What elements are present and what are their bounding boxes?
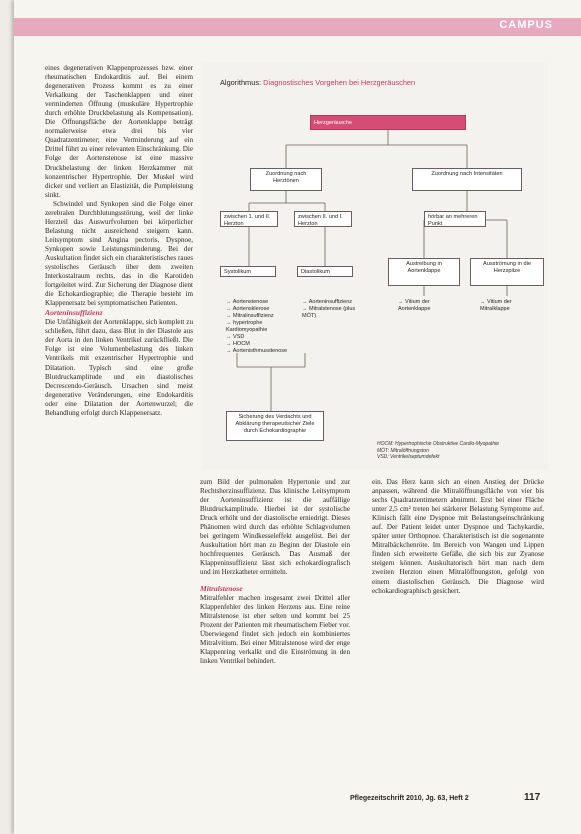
list-item: → Mitralinsuffizienz bbox=[226, 313, 274, 319]
algorithm-heading: Diagnostisches Vorgehen bei Herzgeräuschen bbox=[263, 78, 416, 87]
node-diastolic: Diastolikum bbox=[297, 266, 353, 277]
list-item: → Aorteninsuffizienz bbox=[302, 299, 353, 305]
paragraph: Die Unfähigkeit der Aortenklappe, sich komplett zu schließen, führt dazu, dass Blut in der Diastole aus der Aorta in den linken Ventrikel zurückfließt. Die Folge ist eine Volumenbelastung des linken Ventrikels mit exzentrischer Hypertrophie und Dilatation. Typisch sind eine große Blutdruckamplitude und ein diastolisches Decrescendo-Geräusch. Ursachen sind meist degenerative Veränderungen, eine Endokarditis oder eine Dilatation der Aortenwurzel; die Behandlung erfolgt durch Klappenersatz. bbox=[45, 318, 193, 417]
algorithm-box bbox=[202, 63, 548, 470]
abbreviation-legend bbox=[377, 441, 542, 461]
legend-item: HOCM: Hypertrophische Obstruktive Cardio-Myopathie bbox=[377, 441, 499, 447]
diastolic-causes-list bbox=[302, 299, 362, 320]
list-item: → Aortensklerose bbox=[226, 306, 270, 312]
node-by-intensity: Zuordnung nach Intensitäten bbox=[412, 168, 522, 191]
list-item: → Mitralstenose (plus MÖT) bbox=[302, 306, 356, 319]
paragraph: Schwindel und Synkopen sind die Folge einer zerebralen Durchblutungsstörung, weil der linke Herzteil das Auswurfvolumen bei körperlicher Belastung nicht ausreichend steigern kann. Leitsymptom sind Angina pectoris, Dyspnoe, Synkopen sowie Leistungsminderung. Bei der Auskultation findet sich ein charakteristisches raues systolisches Geräusch über dem zweiten Interkostalraum rechts, das in die Karotiden fortgeleitet wird. Zur Sicherung der Diagnose dient die Echokardiographie; die Therapie besteht im Klappenersatz bei symptomatischen Patienten. bbox=[45, 199, 193, 308]
algorithm-label: Algorithmus: bbox=[220, 78, 262, 87]
node-between-2nd-1st: zwischen II. und I. Herzton bbox=[294, 211, 352, 227]
aortic-causes-list bbox=[398, 299, 462, 313]
text-column-3 bbox=[372, 478, 544, 596]
list-item: → Vitium der Mitralklappe bbox=[480, 299, 512, 312]
node-systolic: Systolikum bbox=[220, 266, 276, 277]
node-echocardiography: Sicherung des Verdachts und Abklärung therapeutischer Ziele durch Echokardiographie bbox=[226, 411, 324, 441]
paragraph: zum Bild der pulmonalen Hypertonie und zur Rechtsherzinsuffizienz. Das klinische Leitsymptom der Aorteninsuffizienz ist die auffällige Blutdruckamplitude. Hierbei ist der systolische Druck erhöht und der diastolische erniedrigt. Dieses Phänomen wird durch das erhöhte Schlagvolumen bei geringem Windkesseleffekt ausgelöst. Bei der Auskultation hört man zu Beginn der Diastole ein hochfrequentes Geräusch. Das Ausmaß der Klappeninsuffizienz lässt sich echokardiografisch und im Herzkatheter ermitteln. bbox=[200, 478, 350, 577]
mitral-causes-list bbox=[480, 299, 542, 313]
text-column-1 bbox=[45, 64, 193, 418]
paragraph: Mitralfehler machen insgesamt zwei Drittel aller Klappenfehler des linken Herzens aus. Eine reine Mitralstenose ist eher selten und kommt bei 25 Prozent der Patienten mit rheumatischem Fieber vor. Überwiegend findet sich jedoch ein kombiniertes Mitralvitium. Bei einer Mitralstenose wird der enge Klappenring verkalkt und die Einströmung in den linken Ventrikel behindert. bbox=[200, 593, 350, 665]
node-between-1st-2nd: zwischen 1. und II. Herzton bbox=[220, 211, 278, 227]
section-label: CAMPUS bbox=[499, 19, 553, 31]
legend-item: MÖT: Mitralöffnungston bbox=[377, 447, 429, 454]
list-item: → Aortenisthmusstenose bbox=[226, 348, 288, 354]
page-number: 117 bbox=[524, 792, 541, 803]
list-item: → Aortenstenose bbox=[226, 299, 269, 305]
node-by-heart-sounds: Zuordnung nach Herztönen bbox=[250, 168, 322, 191]
paragraph: eines degenerativen Klappenprozesses bzw. einer rheumatischen Endokarditis auf. Bei einem degenerativen Prozess kommt es zu einer Verkalkung der Taschenklappen und einer verminderten Öffnung (muskuläre Hypertrophie durch erhöhte Druckbelastung als Kompensation). Die Öffnungsfläche der Aortenklappe beträgt normalerweise etwa drei bis vier Quadratzentimeter; eine Verminderung auf ein Drittel führt zu einer relevanten Einschränkung. Die Folge der Aortenstenose ist eine massive Druckbelastung der linken Herzkammer mit konzentrischer Hypertrophie. Der Muskel wird dicker und verliert an Elastizität, die Pumpleistung sinkt. bbox=[45, 64, 193, 199]
header-bar bbox=[14, 18, 581, 36]
list-item: → hypertrophe Kardiomyopathie bbox=[226, 320, 268, 333]
section-heading: Mitralstenose bbox=[200, 583, 243, 593]
list-item: → VSD bbox=[226, 334, 245, 340]
node-aortic-outflow: Austreibung in Aortenklappe bbox=[388, 258, 460, 286]
systolic-causes-list bbox=[226, 299, 294, 355]
journal-citation: Pflegezeitschrift 2010, Jg. 63, Heft 2 bbox=[350, 795, 469, 802]
list-item: → HOCM bbox=[226, 341, 250, 347]
section-heading: Aorteninsuffizienz bbox=[45, 308, 103, 318]
node-heart-murmurs: Herzgeräusche bbox=[310, 115, 466, 130]
paragraph: ein. Das Herz kann sich an einen Anstieg der Drücke anpassen, während die Mitralöffnungsfläche von vier bis sechs Quadratzentimetern abnimmt. Erst bei einer Fläche unter 2,5 cm² treten bei stärkerer Belastung Symptome auf. Klinisch fällt eine Dyspnoe mit Belastungseinschränkung auf. Der Patient leidet unter Dyspnoe und Tachykardie, später unter Orthopnoe. Charakteristisch ist die sogenannte Mitralbäckchenröte. Im Bereich von Wangen und Lippen finden sich erweiterte Gefäße, die sich bis zur Zyanose steigern können. Auskultatorisch hört man nach dem zweiten Herzton einen Mitralöffnungston, gefolgt von einem diastolischen Geräusch. Die Diagnose wird echokardiographisch gesichert. bbox=[372, 478, 544, 595]
node-audible-points: hörbar an mehreren Punkt bbox=[424, 211, 486, 227]
node-mitral-inflow: Ausströmung in die Herzspitze bbox=[470, 258, 544, 286]
legend-item: VSD: Ventrikelseptumdefekt bbox=[377, 454, 440, 460]
list-item: → Vitium der Aortenklappe bbox=[398, 299, 431, 312]
text-column-2 bbox=[200, 478, 350, 666]
